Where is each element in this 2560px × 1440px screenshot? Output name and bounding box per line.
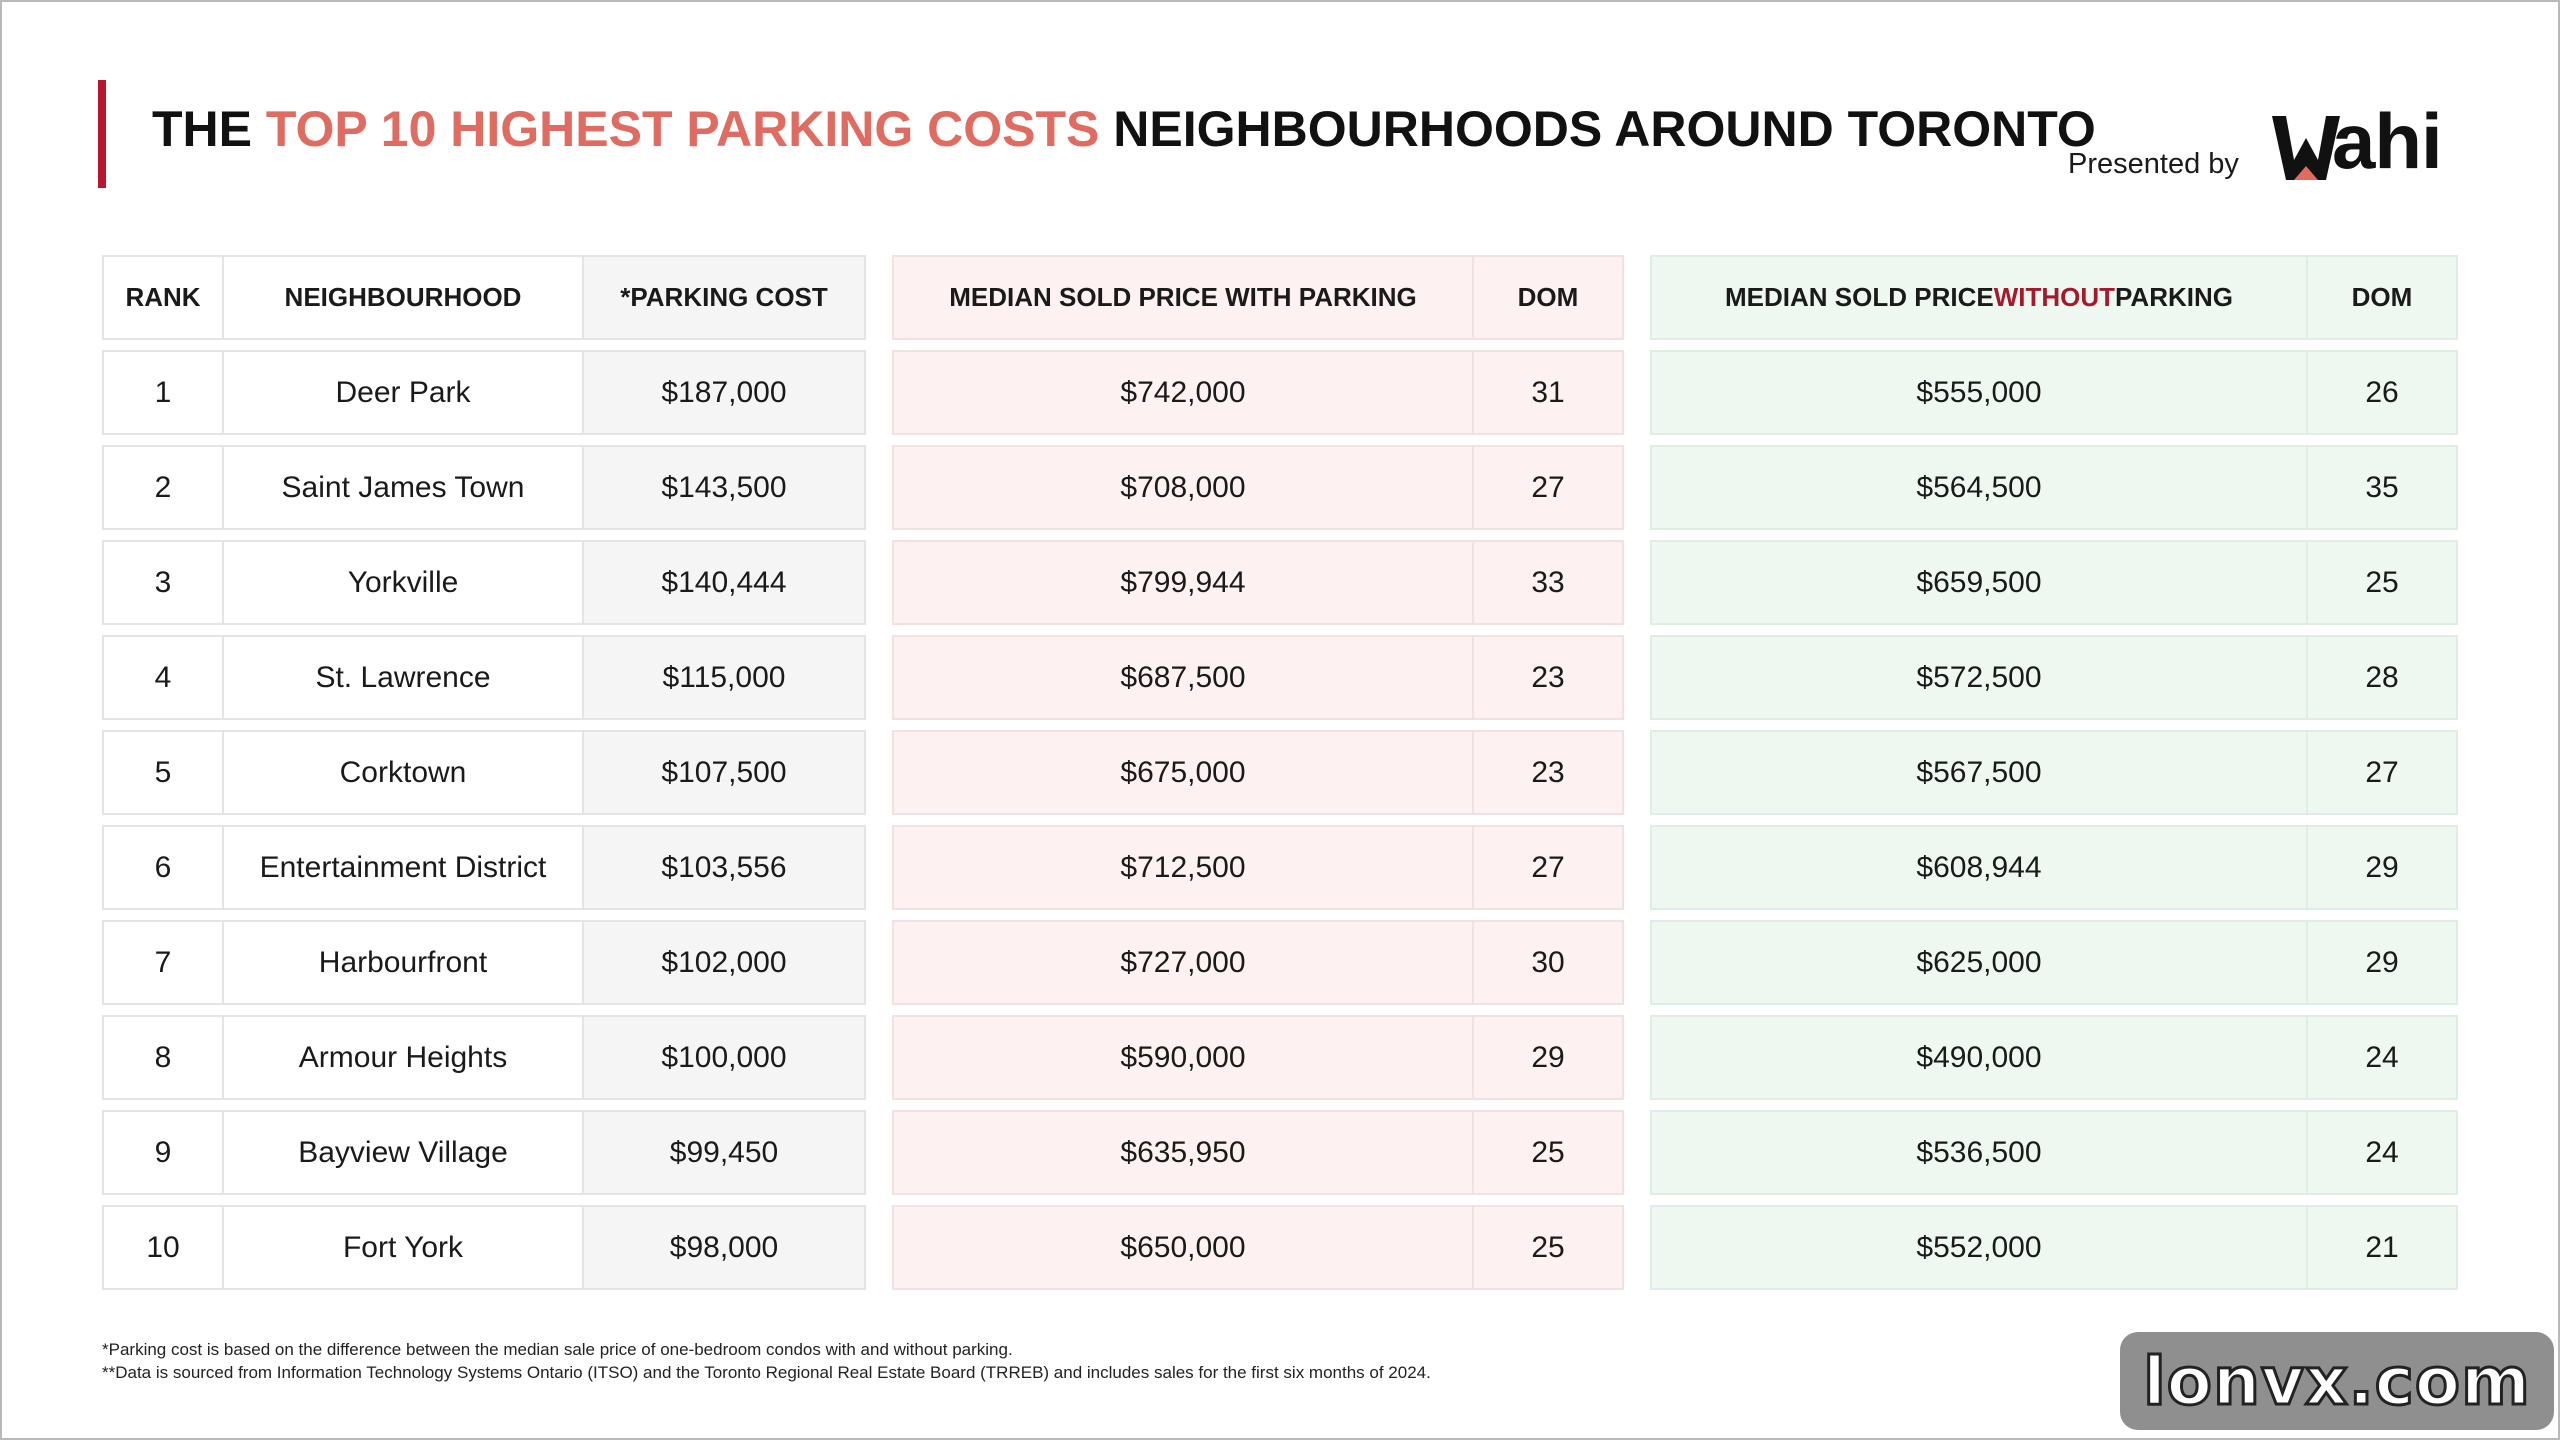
- dom-with-cell: 23: [1472, 635, 1624, 720]
- footnote-data-source: **Data is sourced from Information Technology Systems Ontario (ITSO) and the Toronto Regional Real Estate Board (TRREB) and includes sales for the first six months of 2024.: [102, 1363, 1431, 1382]
- rank-cell: 8: [102, 1015, 224, 1100]
- median-without-parking-cell: $567,500: [1650, 730, 2308, 815]
- dom-without-cell: 29: [2306, 825, 2458, 910]
- parking-cost-cell: $100,000: [582, 1015, 866, 1100]
- neighbourhood-cell: Fort York: [222, 1205, 584, 1290]
- median-with-parking-cell: $742,000: [892, 350, 1474, 435]
- dom-without-cell: 25: [2306, 540, 2458, 625]
- median-with-parking-cell: $712,500: [892, 825, 1474, 910]
- rank-cell: 3: [102, 540, 224, 625]
- rank-cell: 7: [102, 920, 224, 1005]
- median-with-parking-cell: $675,000: [892, 730, 1474, 815]
- dom-without-cell: 35: [2306, 445, 2458, 530]
- median-without-parking-cell: $608,944: [1650, 825, 2308, 910]
- neighbourhood-cell: Deer Park: [222, 350, 584, 435]
- parking-cost-cell: $187,000: [582, 350, 866, 435]
- median-without-parking-cell: $572,500: [1650, 635, 2308, 720]
- parking-cost-cell: $140,444: [582, 540, 866, 625]
- rank-cell: 6: [102, 825, 224, 910]
- table-group-without-parking: [1650, 255, 2456, 1290]
- median-with-parking-cell: $687,500: [892, 635, 1474, 720]
- neighbourhood-cell: Armour Heights: [222, 1015, 584, 1100]
- dom-with-cell: 25: [1472, 1205, 1624, 1290]
- neighbourhood-cell: Bayview Village: [222, 1110, 584, 1195]
- median-without-parking-cell: $564,500: [1650, 445, 2308, 530]
- header-median-without-parking: [1650, 255, 2308, 340]
- parking-cost-cell: $115,000: [582, 635, 866, 720]
- neighbourhood-cell: St. Lawrence: [222, 635, 584, 720]
- dom-with-cell: 27: [1472, 825, 1624, 910]
- title-accent-bar: [98, 80, 106, 188]
- dom-without-cell: 24: [2306, 1015, 2458, 1100]
- footnote-parking-cost: *Parking cost is based on the difference between the median sale price of one-bedroom condos with and without parking.: [102, 1340, 1013, 1359]
- dom-without-cell: 21: [2306, 1205, 2458, 1290]
- dom-with-cell: 25: [1472, 1110, 1624, 1195]
- rank-cell: 1: [102, 350, 224, 435]
- header-without-pre: MEDIAN SOLD PRICE: [1725, 282, 1994, 312]
- rank-cell: 10: [102, 1205, 224, 1290]
- header-without-post: PARKING: [2115, 282, 2233, 312]
- median-without-parking-cell: $490,000: [1650, 1015, 2308, 1100]
- table-group-neighbourhood: [102, 255, 864, 1290]
- rank-cell: 5: [102, 730, 224, 815]
- dom-with-cell: 31: [1472, 350, 1624, 435]
- parking-cost-cell: $99,450: [582, 1110, 866, 1195]
- presented-by-label: Presented by: [2068, 148, 2239, 180]
- dom-without-cell: 24: [2306, 1110, 2458, 1195]
- median-without-parking-cell: $659,500: [1650, 540, 2308, 625]
- dom-without-cell: 28: [2306, 635, 2458, 720]
- rank-cell: 2: [102, 445, 224, 530]
- header-dom-without: DOM: [2306, 255, 2458, 340]
- title-pre: THE: [152, 101, 266, 157]
- median-with-parking-cell: $727,000: [892, 920, 1474, 1005]
- title-post: NEIGHBOURHOODS AROUND TORONTO: [1099, 101, 2096, 157]
- parking-cost-cell: $107,500: [582, 730, 866, 815]
- header-dom-with: DOM: [1472, 255, 1624, 340]
- rank-cell: 9: [102, 1110, 224, 1195]
- median-with-parking-cell: $635,950: [892, 1110, 1474, 1195]
- dom-without-cell: 29: [2306, 920, 2458, 1005]
- parking-cost-cell: $102,000: [582, 920, 866, 1005]
- neighbourhood-cell: Corktown: [222, 730, 584, 815]
- dom-with-cell: 23: [1472, 730, 1624, 815]
- neighbourhood-cell: Harbourfront: [222, 920, 584, 1005]
- parking-cost-cell: $103,556: [582, 825, 866, 910]
- parking-cost-cell: $98,000: [582, 1205, 866, 1290]
- median-without-parking-cell: $536,500: [1650, 1110, 2308, 1195]
- dom-without-cell: 26: [2306, 350, 2458, 435]
- neighbourhood-cell: Yorkville: [222, 540, 584, 625]
- wahi-logo-text: ahi: [2332, 97, 2442, 185]
- dom-with-cell: 30: [1472, 920, 1624, 1005]
- page-title: [152, 100, 2096, 158]
- neighbourhood-cell: Entertainment District: [222, 825, 584, 910]
- median-with-parking-cell: $708,000: [892, 445, 1474, 530]
- median-without-parking-cell: $625,000: [1650, 920, 2308, 1005]
- median-with-parking-cell: $590,000: [892, 1015, 1474, 1100]
- median-without-parking-cell: $552,000: [1650, 1205, 2308, 1290]
- header-neighbourhood: NEIGHBOURHOOD: [222, 255, 584, 340]
- median-without-parking-cell: $555,000: [1650, 350, 2308, 435]
- header-median-with-parking: MEDIAN SOLD PRICE WITH PARKING: [892, 255, 1474, 340]
- dom-without-cell: 27: [2306, 730, 2458, 815]
- dom-with-cell: 29: [1472, 1015, 1624, 1100]
- parking-cost-cell: $143,500: [582, 445, 866, 530]
- table-group-with-parking: [892, 255, 1622, 1290]
- header-parking-cost: *PARKING COST: [582, 255, 866, 340]
- median-with-parking-cell: $799,944: [892, 540, 1474, 625]
- rank-cell: 4: [102, 635, 224, 720]
- watermark-badge: lonvx.com: [2120, 1332, 2554, 1430]
- dom-with-cell: 33: [1472, 540, 1624, 625]
- title-highlight: TOP 10 HIGHEST PARKING COSTS: [265, 101, 1100, 157]
- footnotes: [102, 1338, 1431, 1384]
- header-rank: RANK: [102, 255, 224, 340]
- header-without-highlight: WITHOUT: [1993, 282, 2116, 312]
- dom-with-cell: 27: [1472, 445, 1624, 530]
- median-with-parking-cell: $650,000: [892, 1205, 1474, 1290]
- neighbourhood-cell: Saint James Town: [222, 445, 584, 530]
